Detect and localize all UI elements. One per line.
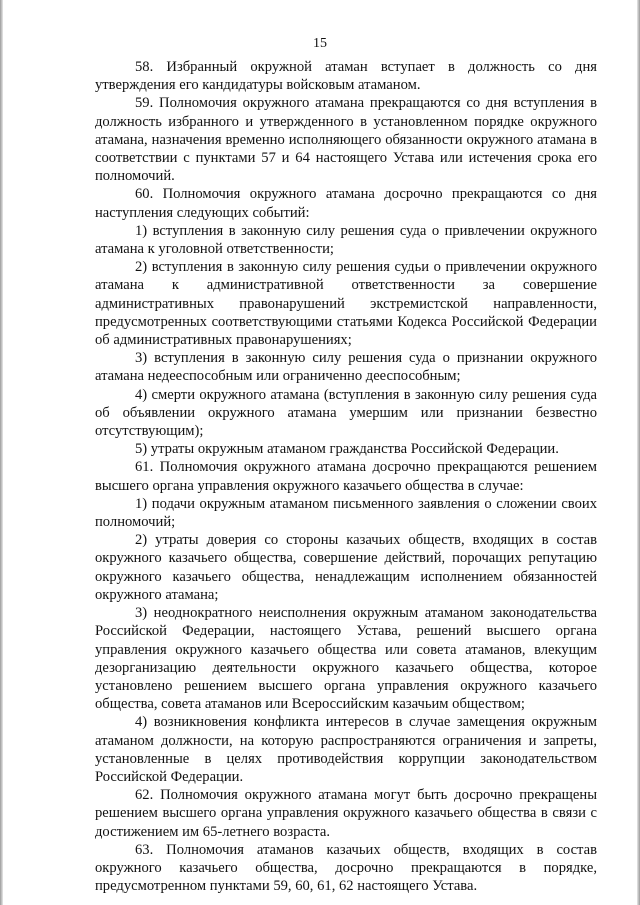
paragraph-60-item-3: 3) вступления в законную силу решения суда о признании окружного атамана недееспособным или ограниченно дееспособным;	[95, 350, 597, 385]
paragraph-61: 61. Полномочия окружного атамана досрочно прекращаются решением высшего органа управления окружного казачьего общества в случае:	[95, 459, 597, 494]
paragraph-61-item-2: 2) утраты доверия со стороны казачьих обществ, входящих в состав окружного казачьего общества, совершение действий, порочащих репутацию окружного казачьего общества, ненадлежащим исполнением обязанностей окружного атамана;	[95, 532, 597, 603]
paragraph-60-item-5: 5) утраты окружным атаманом гражданства Российской Федерации.	[135, 441, 559, 458]
paragraph-58: 58. Избранный окружной атаман вступает в должность со дня утверждения его кандидатуры войсковым атаманом.	[95, 59, 597, 94]
page-number: 15	[313, 36, 327, 51]
paragraph-60-item-4: 4) смерти окружного атамана (вступления в законную силу решения суда об объявлении окружного атамана умершим или признании безвестно отсутствующим);	[95, 386, 597, 440]
paragraph-61-item-4: 4) возникновения конфликта интересов в случае замещения окружным атаманом должности, на которую распространяются ограничения и запреты, установленные в целях противодействия коррупции законодательством Российской Федерации.	[95, 714, 597, 785]
document-body	[95, 58, 597, 895]
paragraph-59: 59. Полномочия окружного атамана прекращаются со дня вступления в должность избранного и утвержденного в установленном порядке окружного атамана, назначения временно исполняющего обязанности окружного атамана в соответствии с пунктами 57 и 64 настоящего Устава или истечения срока его полномочий.	[95, 95, 597, 185]
paragraph-63: 63. Полномочия атаманов казачьих обществ, входящих в состав окружного казачьего общества, досрочно прекращаются в порядке, предусмотренном пунктами 59, 60, 61, 62 настоящего Устава.	[95, 841, 597, 895]
paragraph-62: 62. Полномочия окружного атамана могут быть досрочно прекращены решением высшего органа управления окружного казачьего общества в связи с достижением им 65-летнего возраста.	[95, 787, 597, 840]
scan-edge-left	[0, 0, 3, 905]
paragraph-60-item-1: 1) вступления в законную силу решения суда о привлечении окружного атамана к уголовной ответственности;	[95, 222, 597, 258]
paragraph-61-item-1: 1) подачи окружным атаманом письменного заявления о сложении своих полномочий;	[95, 495, 597, 531]
paragraph-60-item-2: 2) вступления в законную силу решения судьи о привлечении окружного атамана к административной ответственности за совершение административных правонарушений экстремистской направленности, предусмотренных соответствующими статьями Кодекса Российской Федерации об административных правонарушениях;	[95, 259, 597, 349]
paragraph-60: 60. Полномочия окружного атамана досрочно прекращаются со дня наступления следующих событий:	[95, 186, 597, 221]
paragraph-61-item-3: 3) неоднократного неисполнения окружным атаманом законодательства Российской Федерации, настоящего Устава, решений высшего органа управления окружного казачьего общества или совета атаманов, влекущим дезорганизацию деятельности окружного казачьего общества, которое установлено решением высшего органа управления окружного казачьего общества, совета атаманов или Всероссийским казачьим обществом;	[95, 605, 597, 713]
